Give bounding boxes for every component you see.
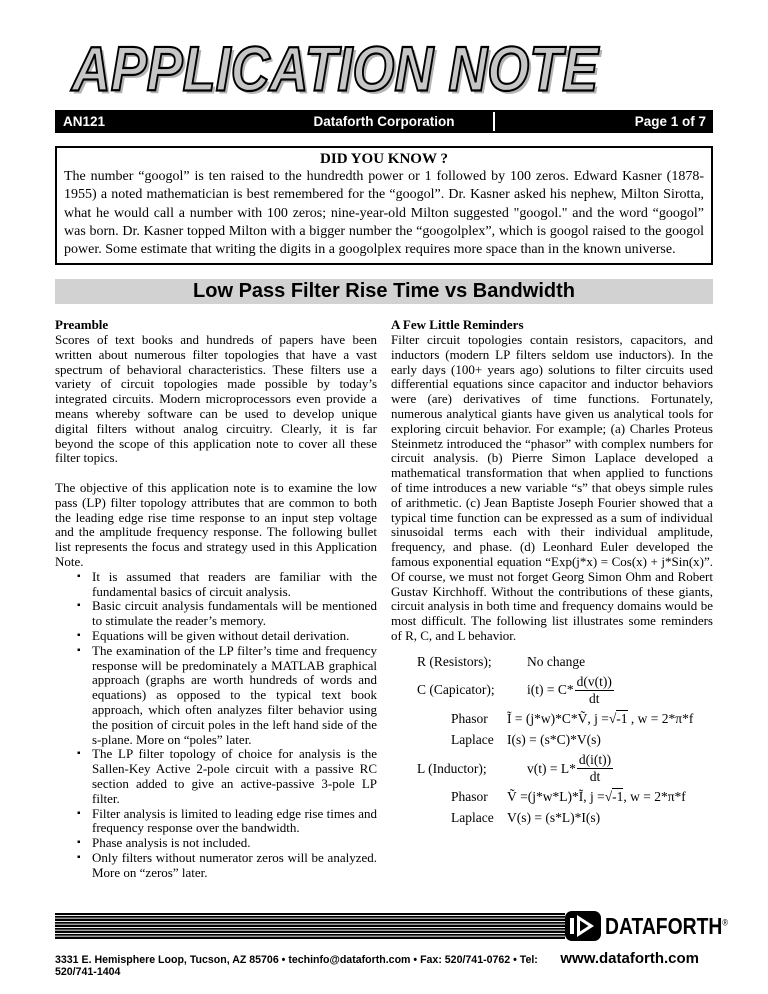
- inductor-equation: v(t) = L*: [527, 760, 576, 776]
- company-name: Dataforth Corporation: [313, 114, 455, 129]
- fraction-numerator: d(i(t)): [577, 753, 613, 769]
- did-you-know-title: DID YOU KNOW ?: [320, 151, 448, 167]
- bullet-item: ▪ It is assumed that readers are familiar with the fundamental basics of circuit analysis.: [77, 570, 377, 600]
- capacitor-row: [391, 675, 713, 706]
- dataforth-wordmark: DATAFORTH®: [605, 912, 728, 939]
- bullet-item: ▪ Only filters without numerator zeros will be analyzed. More on “zeros” later.: [77, 851, 377, 881]
- laplace-label: Laplace: [451, 732, 494, 748]
- bullet-item: ▪ Filter analysis is limited to leading edge rise times and frequency response over the bandwidth.: [77, 807, 377, 837]
- page-footer: [55, 911, 728, 978]
- fraction-denominator: dt: [589, 769, 601, 785]
- capacitor-laplace-row: [451, 732, 713, 748]
- inductor-phasor-row: [451, 789, 713, 805]
- masthead-title: APPLICATION NOTE: [71, 34, 599, 105]
- bullet-item: ▪ Equations will be given without detail derivation.: [77, 629, 377, 644]
- capacitor-phasor-equation: Ĩ = (j*w)*C*Ṽ, j =√-1 , w = 2*π*f: [507, 711, 694, 727]
- phasor-label: Phasor: [451, 789, 488, 805]
- capacitor-phasor-row: [451, 711, 713, 727]
- reminders-heading: A Few Little Reminders: [391, 317, 524, 333]
- capacitor-laplace-equation: I(s) = (s*C)*V(s): [507, 732, 601, 748]
- company-address: 3331 E. Hemisphere Loop, Tucson, AZ 85706 • techinfo@dataforth.com • Fax: 520/741-0762 • Tel: 520/741-1404: [55, 954, 538, 978]
- website-link[interactable]: www.dataforth.com: [560, 950, 699, 967]
- header-divider: [493, 112, 495, 131]
- laplace-label: Laplace: [451, 810, 494, 826]
- footer-logo-row: [55, 911, 728, 941]
- inductor-laplace-row: [451, 810, 713, 826]
- inductor-laplace-equation: V(s) = (s*L)*I(s): [507, 810, 601, 826]
- doc-id: AN121: [63, 114, 106, 129]
- preamble-paragraph-2: The objective of this application note is to examine the low pass (LP) filter topology attributes that are common to both the leading edge rise time response to an input step voltage and the amplitude frequency response. The following bullet list represents the focus and strategy used in this Application Note.: [55, 479, 377, 569]
- inductor-label: L (Inductor);: [417, 760, 487, 776]
- resistor-value: No change: [527, 653, 586, 669]
- capacitor-label: C (Capicator);: [417, 682, 495, 698]
- did-you-know-box: [55, 146, 713, 265]
- reminders-paragraph: Filter circuit topologies contain resistors, capacitors, and inductors (modern LP filters seldom use inductors). In the early days (100+ years ago) solutions to filter circuits used differential equations since capacitor and inductor behaviors were (are) derivatives of time functions. Fortunately, numerous analytical giants have given us analytical tools for exploring circuit behavior. For example; (a) Charles Proteus Steinmetz introduced the “phasor” with complex numbers for circuit analysis. (b) Pierre Simon Laplace developed a mathematical transformation that when applied to functions of time introduces a new variable “s” that obeys simple rules of arithmetic. (c) Jean Baptiste Joseph Fourier showed that a typical time function can be expressed as a sum of individual sinusoidal terms each with their individual amplitude, frequency, and phase. (d) Leonhard Euler developed the famous exponential equation “Exp(j*x) = Cos(x) + j*Sin(x)”. Of course, we must not forget Georg Simon Ohm and Robert Gustav Kirchhoff. Without the contributions of these giants, circuit analysis in both time and frequency domains would be most difficult. The following list illustrates some reminders of R, C, and L behavior.: [391, 332, 713, 643]
- dataforth-logo-icon: [565, 911, 601, 941]
- sqrt-argument: -1: [612, 789, 624, 805]
- bullet-item: ▪ Phase analysis is not included.: [77, 836, 377, 851]
- inductor-phasor-equation: Ṽ =(j*w*L)*Ĩ, j =√-1, w = 2*π*f: [507, 789, 686, 805]
- page-title: Low Pass Filter Rise Time vs Bandwidth: [55, 279, 713, 304]
- page-number: Page 1 of 7: [634, 114, 706, 129]
- resistor-label: R (Resistors);: [417, 653, 492, 669]
- inductor-fraction: [577, 753, 613, 784]
- two-column-body: [55, 318, 713, 880]
- resistor-row: [391, 654, 713, 670]
- preamble-paragraph-1: Scores of text books and hundreds of papers have been written about numerous filter topologies that have a vast spectrum of behavioral characteristics. These filters use a variety of circuit topologies made possible by today’s integrated circuits. Modern microprocessors even provide a means whereby software can be used to develop unique digital filters without analog circuitry. Clearly, it is far beyond the scope of this application note to cover all these filter topics.: [55, 332, 377, 466]
- focus-bullet-list: [55, 570, 377, 881]
- registered-mark: ®: [722, 916, 728, 927]
- preamble-heading: Preamble: [55, 317, 109, 333]
- bullet-item: ▪ The LP filter topology of choice for analysis is the Sallen-Key Active 2-pole circuit with a passive RC section added to give an active-passive 3-pole LP filter.: [77, 747, 377, 806]
- did-you-know-body: The number “googol” is ten raised to the hundredth power or 1 followed by 100 zeros. Edward Kasner (1878-1955) a noted mathematician is best remembered for the “googol”. Dr. Kasner asked his nephew, Milton Sirotta, what he would call a number with 100 zeros; nine-year-old Milton suggested "googol." and the word “googol” was born. Dr. Kasner topped Milton with a bigger number the “googolplex”, which is googol raised to the googol power. Some estimate that writing the digits in a googolplex requires more space than in the known universe.: [64, 169, 704, 258]
- capacitor-fraction: [575, 675, 614, 706]
- fraction-denominator: dt: [588, 690, 600, 706]
- header-bar: [55, 110, 713, 133]
- phasor-label: Phasor: [451, 711, 488, 727]
- left-column: [55, 318, 377, 880]
- fraction-numerator: d(v(t)): [575, 675, 614, 691]
- footer-contact-row: [55, 950, 713, 978]
- capacitor-equation: i(t) = C*: [527, 682, 574, 698]
- rcl-reminder-equations: [391, 654, 713, 827]
- sqrt-argument: -1: [616, 711, 628, 727]
- inductor-row: [391, 753, 713, 784]
- stripe-band: [55, 913, 565, 939]
- bullet-item: ▪ The examination of the LP filter’s time and frequency response will be predominately a MATLAB graphical approach (graphs are worth hundreds of words and equations) as opposed to the typical text book approach, which often analyzes filter behavior using the position of circuit poles in the left hand side of the s-plane. More on “poles” later.: [77, 644, 377, 748]
- bullet-item: ▪ Basic circuit analysis fundamentals will be mentioned to stimulate the reader’s memory.: [77, 599, 377, 629]
- right-column: [391, 318, 713, 880]
